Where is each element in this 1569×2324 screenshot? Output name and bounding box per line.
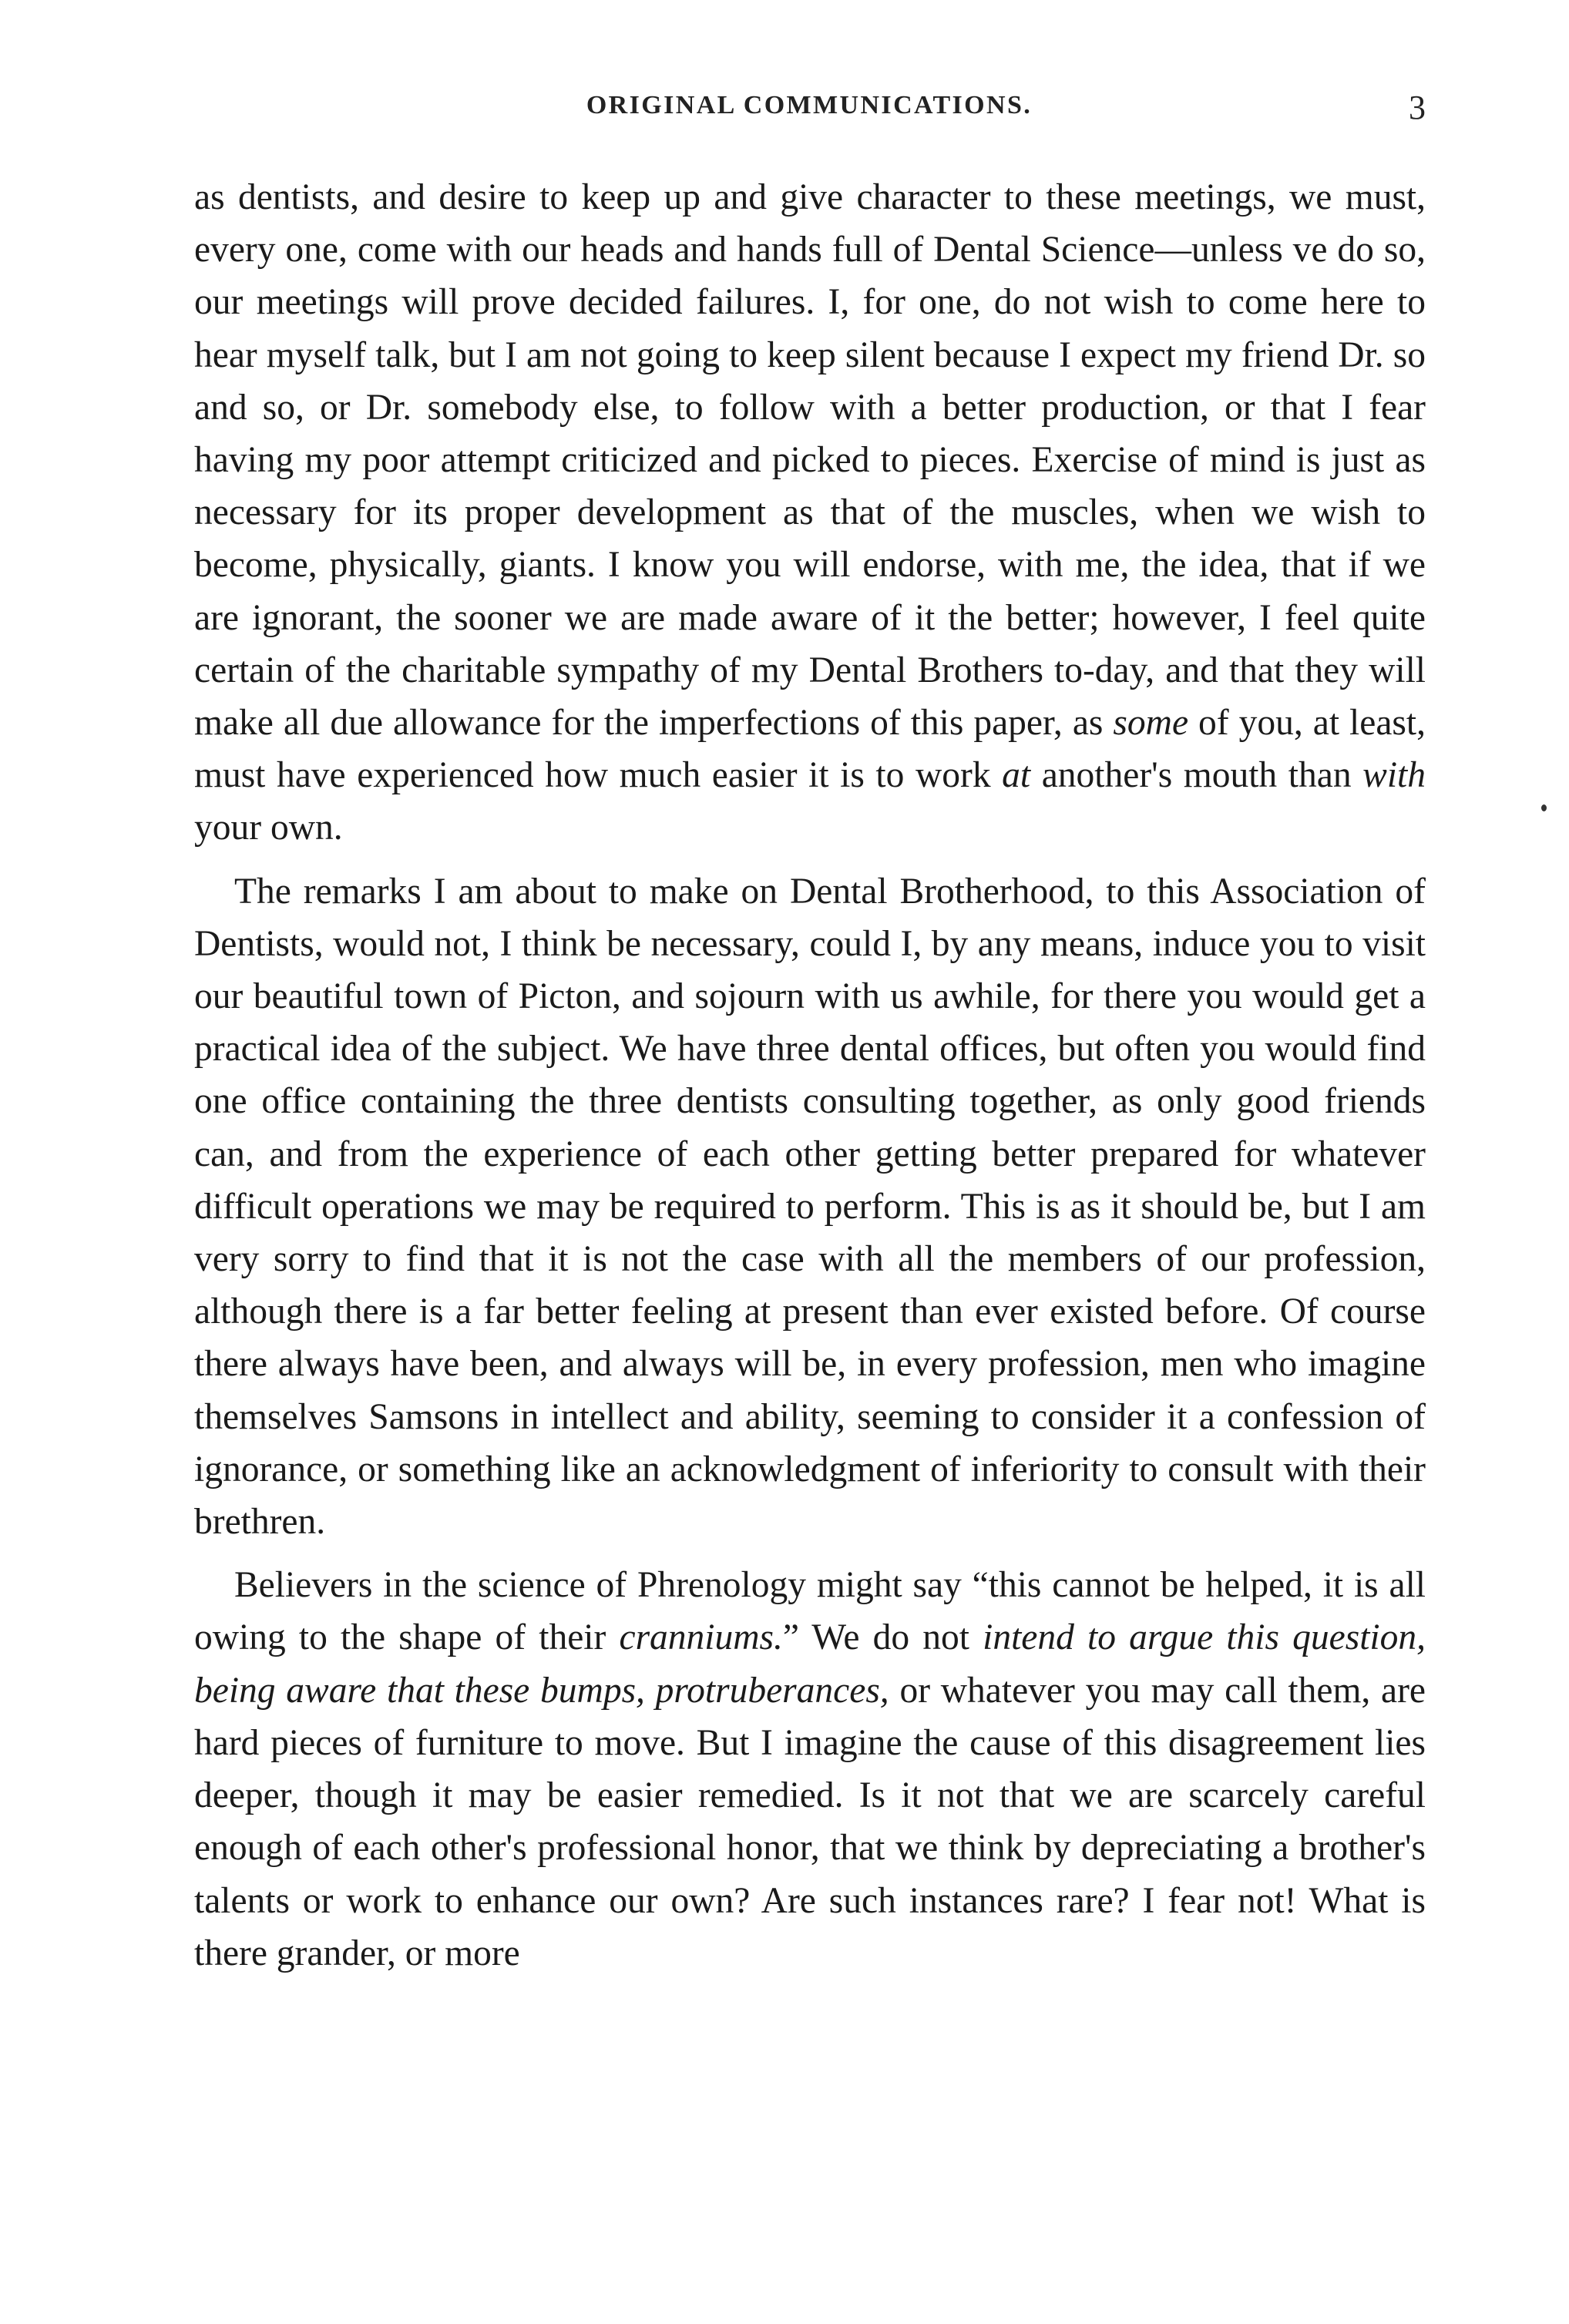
italic-text: cranniums.	[619, 1617, 783, 1658]
italic-text: some	[1113, 703, 1189, 744]
text-run: Believers in the science of Phrenology might say “this cannot be helped, it is all owing to the shape of their	[194, 1565, 1426, 1658]
running-header	[193, 91, 1426, 137]
paragraph-3	[194, 1559, 1426, 1980]
italic-text: bumps, protruberances,	[540, 1670, 889, 1711]
text-run: another's mouth than	[1030, 755, 1363, 796]
paragraph-1	[194, 171, 1426, 855]
text-run: The remarks I am about to make on Dental Brotherhood, to this Association of Dentists, would not, I think be necessary, could I, by any means, induce you to visit our beautiful town of Picton, and sojourn with us awhile, for there you would get a practical idea of the subject. We have three dental offices, but often you would find one office containing the three dentists consulting together, as only good friends can, and from the experience of each other getting better prepared for whatever difficult operations we may be required to perform. This is as it should be, but I am very sorry to find that it is not the case with all the members of our profession, although there is a far better feeling at present than ever existed before. Of course there always have been, and always will be, in every profession, men who imagine themselves Samsons in intellect and ability, seeming to consider it a confession of ignorance, or something like an acknowledgment of inferiority to consult with their brethren.	[194, 871, 1426, 1543]
text-run: of you, at least, must have experienced how much easier it is to work	[194, 703, 1426, 796]
italic-text: with	[1362, 755, 1426, 796]
page-number: 3	[1409, 89, 1426, 126]
italic-text: intend to argue this question, being aware that these	[194, 1617, 1426, 1711]
running-title: ORIGINAL COMMUNICATIONS.	[586, 91, 1033, 119]
paragraph-2	[194, 865, 1426, 1549]
body-text	[194, 171, 1426, 1980]
text-run: your own.	[194, 808, 343, 848]
text-run: as dentists, and desire to keep up and give character to these meetings, we must, every one, come with our heads and hands full of Dental Science—unless ve do so, our meetings will prove decided failures. I, for one, do not wish to come here to hear myself talk, but I am not going to keep silent because I expect my friend Dr. so and so, or Dr. somebody else, to follow with a better production, or that I fear having my poor attempt criticized and picked to pieces. Exercise of mind is just as necessary for its proper development as that of the muscles, when we wish to become, physically, giants. I know you will endorse, with me, the idea, that if we are ignorant, the sooner we are made aware of it the better; however, I feel quite certain of the charitable sympathy of my Dental Brothers to-day, and that they will make all due allowance for the imperfections of this paper, as	[194, 177, 1426, 744]
stray-ink-mark	[1541, 804, 1547, 811]
text-run: or whatever you may call them, are hard pieces of furniture to move. But I imagine the cause of this disagreement lies deeper, though it may be easier remedied. Is it not that we are scarcely careful enough of each other's professional honor, that we think by depreciating a brother's talents or work to enhance our own? Are such instances rare? I fear not! What is there grander, or more	[194, 1670, 1426, 1973]
text-run	[529, 1671, 540, 1711]
italic-text: at	[1002, 755, 1031, 796]
text-run: ” We do not	[782, 1617, 983, 1658]
